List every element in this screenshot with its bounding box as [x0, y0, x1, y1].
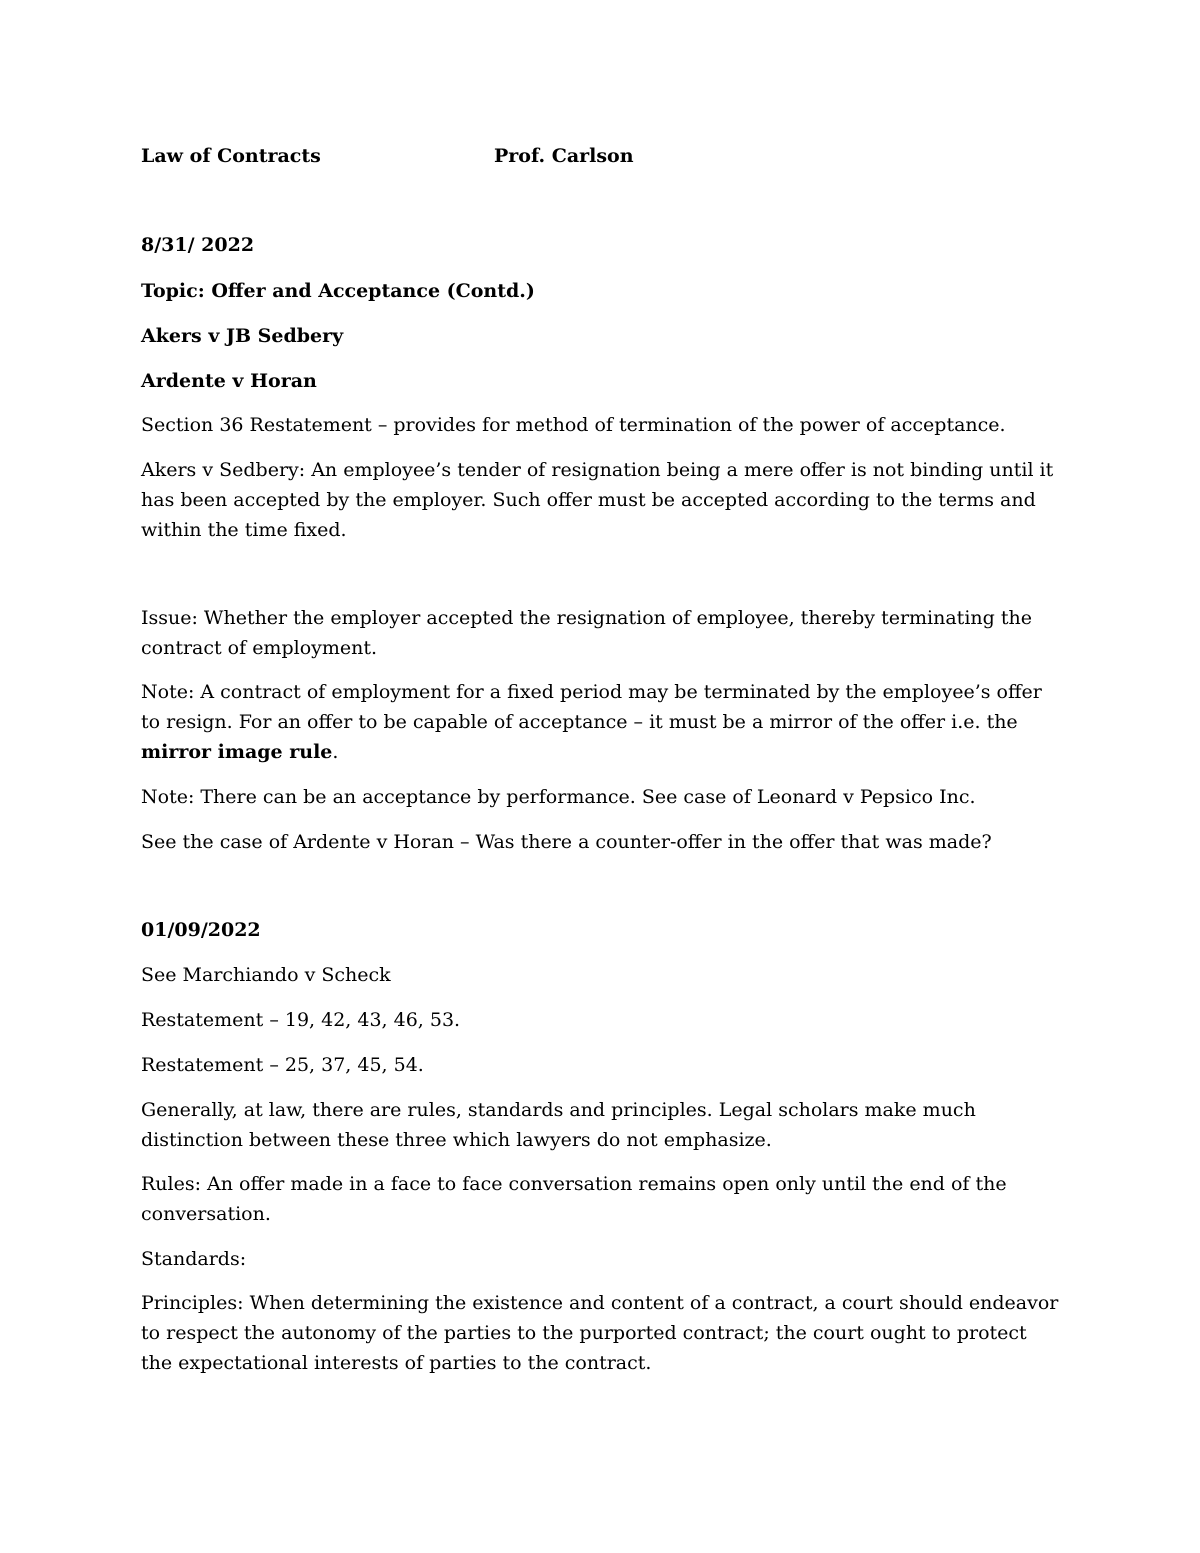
- paragraph-section-36: Section 36 Restatement – provides for method of termination of the power of acceptance.: [141, 414, 1006, 436]
- paragraph-principles: Principles: When determining the existence and content of a contract, a court should endeavor to respect the autonomy of the parties to the purported contract; the court ought to protect the expectational interests of parties to the contract.: [141, 1292, 1059, 1374]
- paragraph-mirror-image-note: [141, 677, 1061, 767]
- paragraph-restatement-list-2: Restatement – 25, 37, 45, 54.: [141, 1054, 424, 1076]
- paragraph-marchiando: See Marchiando v Scheck: [141, 964, 391, 986]
- session-date: 8/31/ 2022: [141, 234, 255, 256]
- paragraph-acceptance-by-performance: Note: There can be an acceptance by performance. See case of Leonard v Pepsico Inc.: [141, 786, 976, 808]
- mirror-image-rule-term: mirror image rule: [141, 741, 333, 763]
- paragraph-rules-standards-principles: Generally, at law, there are rules, standards and principles. Legal scholars make much distinction between these three which lawyers do not emphasize.: [141, 1099, 976, 1151]
- case-heading-ardente: Ardente v Horan: [141, 370, 317, 392]
- paragraph-ardente-question: See the case of Ardente v Horan – Was there a counter-offer in the offer that was made?: [141, 831, 992, 853]
- note-end: .: [332, 741, 339, 763]
- paragraph-restatement-list-1: Restatement – 19, 42, 43, 46, 53.: [141, 1009, 461, 1031]
- note-text: Note: A contract of employment for a fixed period may be terminated by the employee’s offer to resign. For an offer to be capable of acceptance – it must be a mirror of the offer i.e. the: [141, 681, 1042, 733]
- paragraph-issue: Issue: Whether the employer accepted the resignation of employee, thereby terminating the contract of employment.: [141, 607, 1032, 659]
- paragraph-akers-summary: Akers v Sedbery: An employee’s tender of resignation being a mere offer is not binding until it has been accepted by the employer. Such offer must be accepted according to the terms and within the time fixed.: [141, 459, 1054, 541]
- session-date-2: 01/09/2022: [141, 919, 261, 941]
- paragraph-rules: Rules: An offer made in a face to face conversation remains open only until the end of the conversation.: [141, 1173, 1007, 1225]
- case-heading-akers: Akers v JB Sedbery: [141, 325, 344, 347]
- course-title: Law of Contracts: [141, 145, 321, 167]
- paragraph-standards: Standards:: [141, 1248, 247, 1270]
- topic-heading: Topic: Offer and Acceptance (Contd.): [141, 280, 535, 302]
- professor-name: Prof. Carlson: [494, 145, 634, 167]
